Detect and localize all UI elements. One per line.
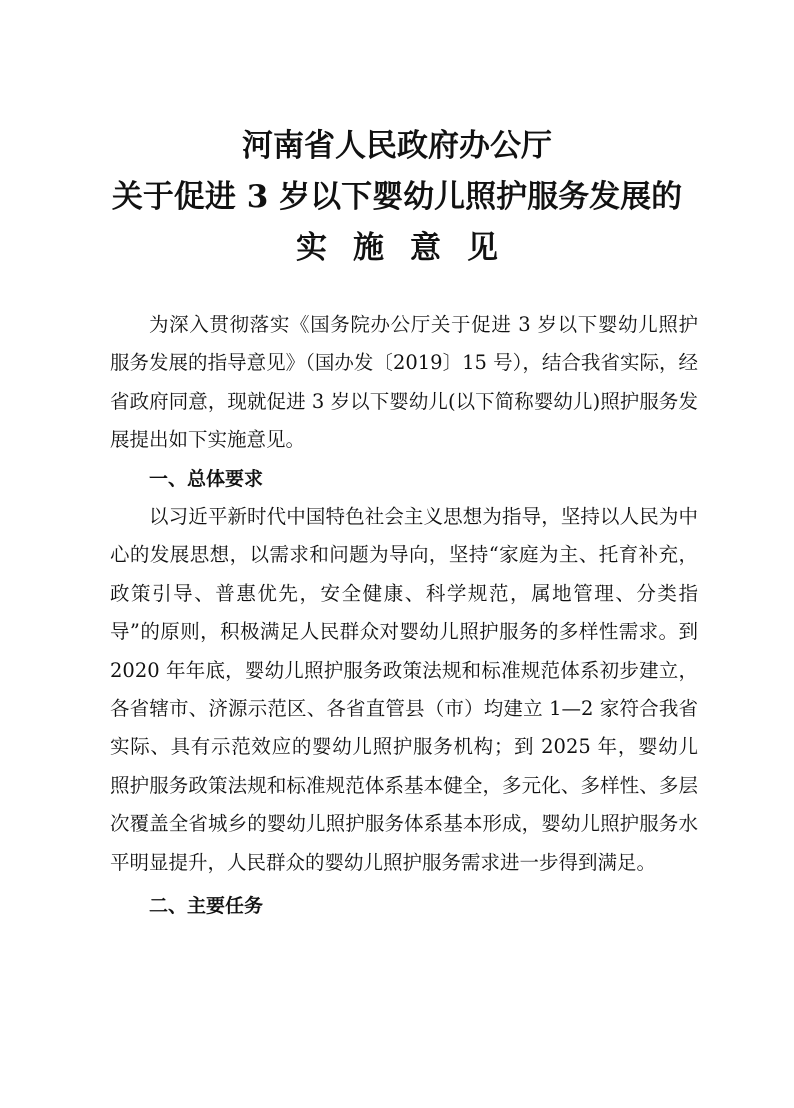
title-line-doc-type: 实施意见 — [296, 230, 524, 266]
title-line-issuer: 河南省人民政府办公厅 — [242, 128, 552, 164]
document-title — [0, 121, 794, 274]
intro-paragraph: 为深入贯彻落实《国务院办公厅关于促进 3 岁以下婴幼儿照护服务发展的指导意见》（国办发〔2019〕15 号），结合我省实际，经省政府同意，现就促进 3 岁以下婴幼儿(以下简称婴幼儿)照护服务发展提出如下实施意见。 — [110, 313, 698, 452]
section-heading-main-tasks: 二、主要任务 — [149, 895, 264, 918]
document-body — [110, 306, 698, 926]
title-line-subject: 关于促进 3 岁以下婴幼儿照护服务发展的 — [111, 179, 683, 215]
section-heading-general-requirements: 一、总体要求 — [149, 467, 264, 490]
general-requirements-paragraph: 以习近平新时代中国特色社会主义思想为指导，坚持以人民为中心的发展思想，以需求和问题为导向，坚持“家庭为主、托育补充，政策引导、普惠优先，安全健康、科学规范，属地管理、分类指导”的原则，积极满足人民群众对婴幼儿照护服务的多样性需求。到 2020 年年底，婴幼儿照护服务政策法规和标准规范体系初步建立，各省辖市、济源示范区、各省直管县（市）均建立 1—2 家符合我省实际、具有示范效应的婴幼儿照护服务机构；到 2025 年，婴幼儿照护服务政策法规和标准规范体系基本健全，多元化、多样性、多层次覆盖全省城乡的婴幼儿照护服务体系基本形成，婴幼儿照护服务水平明显提升，人民群众的婴幼儿照护服务需求进一步得到满足。 — [110, 505, 698, 874]
